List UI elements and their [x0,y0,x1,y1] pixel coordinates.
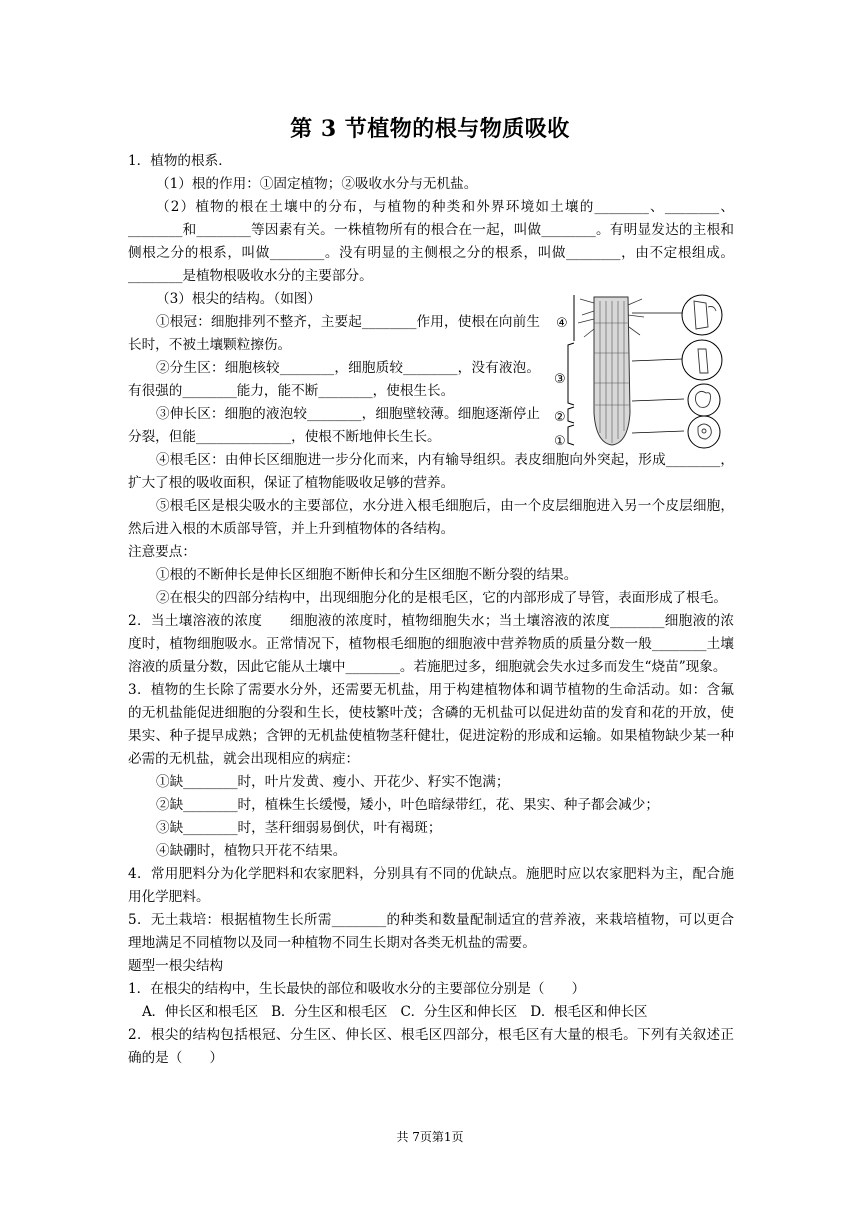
root-tip-figure [554,293,738,451]
question: 1．在根尖的结构中，生长最快的部位和吸收水分的主要部位分别是（ ） [128,981,586,997]
answer-options: A．伸长区和根毛区 B．分生区和根毛区 C．分生区和伸长区 D．根毛区和伸长区 [142,1004,648,1020]
figure-label: ④ [556,316,568,331]
paragraph: 注意要点： [128,544,196,560]
paragraph: 4．常用肥料分为化学肥料和农家肥料，分别具有不同的优缺点。施肥时应以农家肥料为主，配合施用化学肥料。 [128,866,734,905]
question: 2．根尖的结构包括根冠、分生区、伸长区、根毛区四部分，根毛区有大量的根毛。下列有关叙述正确的是（ ） [128,1027,734,1066]
paragraph: （1）根的作用：①固定植物；②吸收水分与无机盐。 [156,176,478,192]
paragraph: （2）植物的根在土壤中的分布，与植物的种类和外界环境如土壤的________、________、________和________等因素有关。一株植物所有的根合在一起，叫做________。有明显发达的主根和侧根之分的根系，叫做________。没有明显的主侧根之分的根系，叫做________，由不定根组成。________是植物根吸收水分的主要部分。 [128,199,734,284]
paragraph: 3．植物的生长除了需要水分外，还需要无机盐，用于构建植物体和调节植物的生命活动。如：含氟的无机盐能促进细胞的分裂和生长，使枝繁叶茂；含磷的无机盐可以促进幼苗的发育和花的开放，使果实、种子提早成熟；含钾的无机盐使植物茎秆健壮，促进淀粉的形成和运输。如果植物缺少某一种必需的无机盐，就会出现相应的病症： [128,682,734,767]
paragraph: （3）根尖的结构。（如图） [156,291,321,307]
page-footer: 共 7页第1页 [396,1130,464,1144]
paragraph: 5．无土栽培：根据植物生长所需________的种类和数量配制适宜的营养液，来栽培植物，可以更合理地满足不同植物以及同一种植物不同生长期对各类无机盐的需要。 [128,912,734,951]
paragraph: ②缺________时，植株生长缓慢，矮小，叶色暗绿带红，花、果实、种子都会减少； [156,797,659,813]
paragraph: ⑤根毛区是根尖吸水的主要部位，水分进入根毛细胞后，由一个皮层细胞进入另一个皮层细胞，然后进入根的木质部导管，并上升到植物体的各结构。 [128,498,734,537]
paragraph: ③缺________时，茎秆细弱易倒伏，叶有褐斑； [156,820,442,836]
paragraph: ②在根尖的四部分结构中，出现细胞分化的是根毛区，它的内部形成了导管，表面形成了根毛。 [156,590,727,606]
paragraph: ③伸长区：细胞的液泡较________，细胞壁较薄。细胞逐渐停止分裂，但能______________，使根不断地伸长生长。 [128,406,540,445]
document-body [128,150,734,1070]
paragraph: ②分生区：细胞核较________，细胞质较________，没有液泡。有很强的________能力，能不断________，使根生长。 [128,360,540,399]
paragraph: ①缺________时，叶片发黄、瘦小、开花少、籽实不饱满； [156,774,510,790]
page-title: 第 3 节植物的根与物质吸收 [290,116,570,142]
paragraph: ①根冠：细胞排列不整齐，主要起________作用，使根在向前生长时，不被土壤颗粒擦伤。 [128,314,540,353]
figure-label: ① [554,434,566,449]
paragraph: ①根的不断伸长是伸长区细胞不断伸长和分生区细胞不断分裂的结果。 [156,567,578,583]
section-heading: 题型一根尖结构 [128,958,224,974]
paragraph: ④缺硼时，植物只开花不结果。 [156,843,347,859]
paragraph: 2．当土壤溶液的浓度 细胞液的浓度时，植物细胞失水；当土壤溶液的浓度________细胞液的浓度时，植物细胞吸水。正常情况下，植物根毛细胞的细胞液中营养物质的质量分数一般________土壤溶液的质量分数，因此它能从土壤中________。若施肥过多，细胞就会失水过多而发生“烧苗”现象。 [128,613,734,675]
figure-label: ② [554,410,566,425]
figure-label: ③ [554,372,566,387]
paragraph: 1．植物的根系． [128,153,232,169]
paragraph: ④根毛区：由伸长区细胞进一步分化而来，内有输导组织。表皮细胞向外突起，形成________，扩大了根的吸收面积，保证了植物能吸收足够的营养。 [128,452,734,491]
